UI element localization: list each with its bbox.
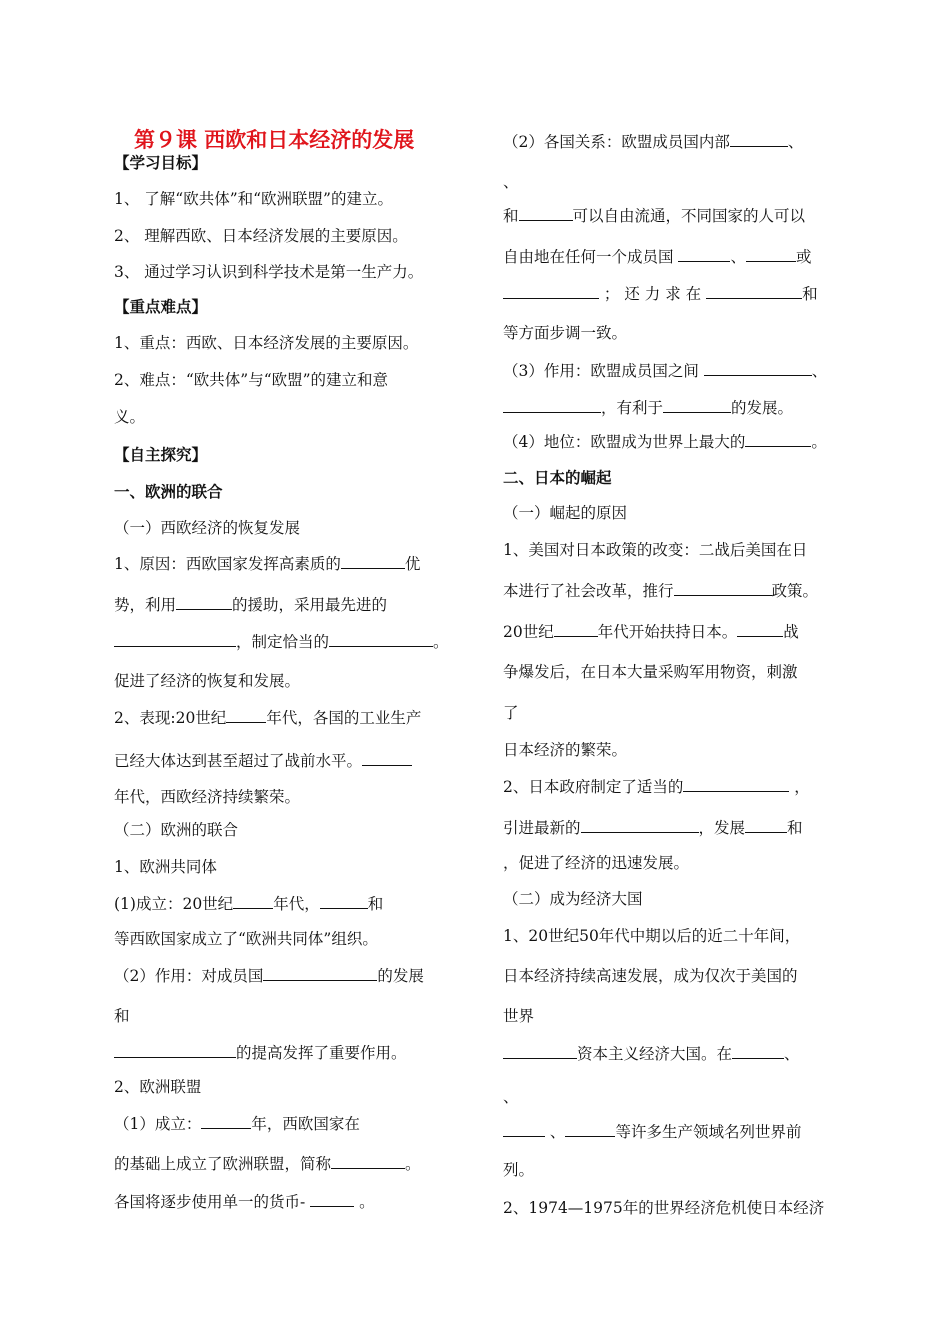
left-text-line [114,671,300,691]
page-title: 第９课 西欧和日本经济的发展 [134,127,415,152]
left-text-line [114,1006,130,1026]
fill-in-blank [746,246,796,262]
right-text-line [503,817,803,838]
line-text: 等许多生产领域名列世界前 [615,1123,802,1141]
line-text: 、 [545,1123,566,1141]
line-text: 2、表现:20世纪 [114,709,227,727]
line-text: 年代开始扶持日本。 [597,623,738,641]
fill-in-blank [503,1121,545,1137]
left-text-line [114,333,418,353]
left-text-line [114,407,145,427]
line-text: 和 [802,285,818,303]
line-text: 2、1974—1975年的世界经济危机使日本经济 [503,1199,825,1217]
line-text: 战 [783,623,799,641]
left-text-line [114,1113,360,1134]
left-text-line [114,297,207,317]
line-text: 列。 [503,1161,535,1179]
line-text: （一）崛起的原因 [503,504,628,522]
left-text-line [114,857,217,877]
line-text: 年代，西欧经济持续繁荣。 [114,788,301,806]
line-text: （1）成立： [114,1115,202,1133]
line-text: 、 [730,248,746,266]
line-text: ，制定恰当的 [236,633,330,651]
line-text: （二）成为经济大国 [503,890,643,908]
left-text-line [114,370,388,390]
left-text-line [114,226,408,246]
left-text-line [114,518,300,538]
line-text: 20世纪 [503,623,554,641]
line-text: 促进了经济的恢复和发展。 [114,672,301,690]
fill-in-blank [745,817,787,833]
line-text: 和 [367,895,384,913]
right-text-line [503,966,798,986]
fill-in-blank [114,631,236,647]
line-text: 年代，各国的工业生产 [266,709,422,727]
line-text: （4）地位：欧盟成为世界上最大的 [503,433,746,451]
line-text: 争爆发后，在日本大量采购军用物资，刺激 [503,663,798,681]
line-text: ，促进了经济的迅速发展。 [503,854,690,872]
line-text: 政策。 [771,582,819,600]
line-text: 1、美国对日本政策的改变：二战后美国在日 [503,541,808,559]
fill-in-blank [310,1191,354,1207]
line-text: 。 [354,1193,375,1211]
line-text: (1)成立：20世纪 [114,895,234,913]
right-text-line [503,926,800,946]
line-text: 2、欧洲联盟 [114,1078,202,1096]
left-text-line [114,482,223,502]
fill-in-blank [201,1113,251,1129]
right-text-line [503,889,643,909]
right-text-line [503,397,793,418]
line-text: （2）作用：对成员国 [114,967,264,985]
line-text: 、 [787,133,804,151]
fill-in-blank [706,283,802,299]
line-text: 日本经济持续高速发展，成为仅次于美国的 [503,967,798,985]
right-text-line [503,131,803,152]
line-text: 的援助，采用最先进的 [232,596,388,614]
line-text: 势，利用 [114,596,177,614]
right-text-line [503,1043,800,1064]
fill-in-blank [678,246,730,262]
line-text: 、 [811,362,828,380]
left-text-line [114,262,423,282]
line-text: 或 [795,248,812,266]
right-text-line [503,740,627,760]
line-text: 1、原因：西欧国家发挥高素质的 [114,555,341,573]
line-text: 引进最新的 [503,819,581,837]
right-text-line [503,1121,801,1142]
line-text: （二）欧洲的联合 [114,821,239,839]
right-text-line [503,580,818,601]
right-text-line [503,540,807,560]
fill-in-blank [674,580,772,596]
left-text-line [114,189,393,209]
right-text-line [503,853,689,873]
line-text: 2、难点：“欧共体”与“欧盟”的建立和意 [114,371,389,389]
left-text-line [114,750,412,771]
right-text-line [503,1198,824,1218]
line-text: 、 [784,1045,800,1063]
line-text: （3）作用：欧盟成员国之间 [503,362,704,380]
fill-in-blank [176,594,232,610]
line-text: 年，西欧国家在 [251,1115,360,1133]
line-text: ，有利于 [601,399,664,417]
line-text: 资本主义经济大国。在 [577,1045,733,1063]
line-text: 本进行了社会改革，推行 [503,582,674,600]
fill-in-blank [341,553,405,569]
line-text: 年代， [273,895,320,913]
line-text: 【学习目标】 [114,153,208,172]
fill-in-blank [233,893,273,909]
line-text: 。 [433,633,449,651]
fill-in-blank [565,1121,615,1137]
line-text: 1、重点：西欧、日本经济发展的主要原因。 [114,334,419,352]
line-text: （一）西欧经济的恢复发展 [114,519,301,537]
line-text: 的发展 [377,967,424,985]
right-text-line [503,1006,534,1026]
line-text: 1、 了解“欧共体”和“欧洲联盟”的建立。 [114,190,393,208]
left-text-line [114,631,449,652]
fill-in-blank [737,621,783,637]
fill-in-blank [320,893,368,909]
fill-in-blank [732,1043,784,1059]
fill-in-blank [114,1042,236,1058]
line-text: 1、20世纪50年代中期以后的近二十年间， [503,927,801,945]
fill-in-blank [704,360,812,376]
line-text: 义。 [114,408,146,426]
line-text: 可以自由流通，不同国家的人可以 [572,207,806,225]
fill-in-blank [730,131,788,147]
line-text: 和 [114,1007,130,1025]
line-text: 和 [503,207,519,225]
right-text-line [503,1087,519,1107]
left-text-line [114,929,378,949]
line-text: 2、 理解西欧、日本经济发展的主要原因。 [114,227,408,245]
left-text-line [114,965,424,986]
right-text-line [503,662,798,682]
fill-in-blank [581,817,699,833]
fill-in-blank [683,776,789,792]
left-text-line [114,553,420,574]
line-text: 各国将逐步使用单一的货币- [114,1193,311,1211]
left-text-line [114,1153,421,1174]
line-text: 、 [503,173,519,191]
line-text: 自由地在任何一个成员国 [503,248,679,266]
fill-in-blank [263,965,377,981]
fill-in-blank [554,621,598,637]
line-text: 等西欧国家成立了“欧洲共同体”组织。 [114,930,378,948]
line-text: 。 [811,433,827,451]
line-text: 的提高发挥了重要作用。 [236,1044,407,1062]
line-text: 和 [787,819,803,837]
right-text-line [503,621,799,642]
line-text: 2、日本政府制定了适当的 [503,778,684,796]
line-text: 【重点难点】 [114,297,208,316]
right-text-line [503,468,612,488]
left-text-line [114,787,300,807]
fill-in-blank [329,631,433,647]
line-text: 二、日本的崛起 [503,468,612,487]
right-text-line [503,431,827,452]
right-text-line [503,360,827,381]
line-text: 的基础上成立了欧洲联盟，简称 [114,1155,332,1173]
right-text-line [503,283,818,304]
right-text-line [503,323,627,343]
line-text: （2）各国关系：欧盟成员国内部 [503,133,730,151]
line-text: 一、欧洲的联合 [114,482,223,501]
fill-in-blank [226,707,266,723]
left-text-line [114,1191,375,1212]
right-text-line [503,503,627,523]
right-text-line [503,703,519,723]
left-text-line [114,707,421,728]
line-text: 日本经济的繁荣。 [503,741,628,759]
line-text: 。 [405,1155,421,1173]
fill-in-blank [362,750,412,766]
line-text: 、 [503,1088,519,1106]
line-text: 3、 通过学习认识到科学技术是第一生产力。 [114,263,424,281]
right-text-line [503,1160,534,1180]
line-text: ， [789,778,810,796]
left-text-line [114,445,207,465]
line-text: 【自主探究】 [114,445,208,464]
fill-in-blank [503,397,601,413]
fill-in-blank [663,397,731,413]
right-text-line [503,172,519,192]
right-text-line [503,205,805,226]
line-text: 的发展。 [731,399,794,417]
line-text: 优 [404,555,421,573]
line-text: 1、欧洲共同体 [114,858,217,876]
fill-in-blank [519,205,573,221]
line-text: 了 [503,704,519,722]
left-text-line [114,153,207,173]
left-text-line [114,1077,201,1097]
left-text-line [114,594,387,615]
fill-in-blank [503,1043,577,1059]
right-text-line [503,776,810,797]
line-text: 等方面步调一致。 [503,324,628,342]
left-text-line [114,1042,407,1063]
left-text-line [114,893,383,914]
fill-in-blank [503,283,599,299]
line-text: ； 还 力 求 在 [599,285,707,303]
fill-in-blank [331,1153,405,1169]
line-text: ，发展 [698,819,746,837]
fill-in-blank [745,431,811,447]
line-text: 世界 [503,1007,535,1025]
line-text: 已经大体达到甚至超过了战前水平。 [114,752,363,770]
left-text-line [114,820,238,840]
right-text-line [503,246,811,267]
